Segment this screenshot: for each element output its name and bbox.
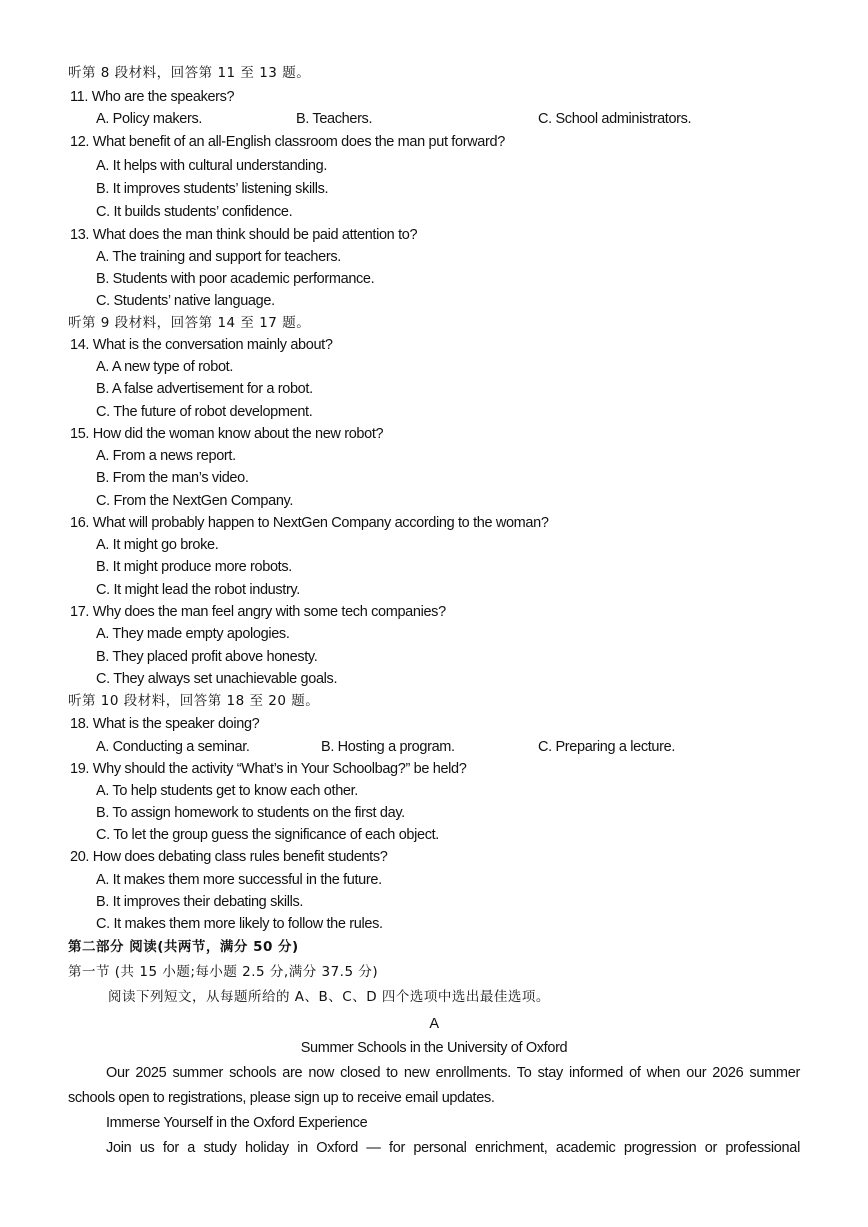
- option-20-c: C. It makes them more likely to follow the rules.: [96, 916, 383, 932]
- option-13-b: B. Students with poor academic performance.: [96, 271, 375, 287]
- question-18: 18. What is the speaker doing?: [70, 716, 260, 732]
- option-13-c: C. Students’ native language.: [96, 293, 275, 309]
- section-10-heading: 听第 10 段材料，回答第 18 至 20 题。: [68, 693, 320, 709]
- option-18-c: C. Preparing a lecture.: [538, 739, 676, 755]
- part2-instruction: 阅读下列短文，从每题所给的 A、B、C、D 四个选项中选出最佳选项。: [108, 989, 550, 1005]
- passage-paragraph-1-line-2: schools open to registrations, please sign up to receive email updates.: [68, 1090, 495, 1106]
- option-11-b: B. Teachers.: [296, 111, 373, 127]
- question-14: 14. What is the conversation mainly about?: [70, 337, 333, 353]
- option-19-a: A. To help students get to know each other.: [96, 783, 358, 799]
- section-9-heading: 听第 9 段材料，回答第 14 至 17 题。: [68, 315, 311, 331]
- option-19-c: C. To let the group guess the significance of each object.: [96, 827, 439, 843]
- option-12-b: B. It improves students’ listening skills.: [96, 181, 329, 197]
- option-20-b: B. It improves their debating skills.: [96, 894, 304, 910]
- question-17: 17. Why does the man feel angry with some tech companies?: [70, 604, 446, 620]
- passage-paragraph-2-line-1: Join us for a study holiday in Oxford — for personal enrichment, academic progression or professional: [106, 1140, 800, 1156]
- passage-paragraph-1-line-1: Our 2025 summer schools are now closed to new enrollments. To stay informed of when our 2026 summer: [106, 1065, 800, 1081]
- section-8-heading: 听第 8 段材料，回答第 11 至 13 题。: [68, 65, 311, 81]
- option-12-c: C. It builds students’ confidence.: [96, 204, 293, 220]
- option-12-a: A. It helps with cultural understanding.: [96, 158, 328, 174]
- option-16-a: A. It might go broke.: [96, 537, 219, 553]
- option-18-a: A. Conducting a seminar.: [96, 739, 250, 755]
- question-11: 11. Who are the speakers?: [70, 89, 235, 105]
- option-14-c: C. The future of robot development.: [96, 404, 313, 420]
- option-19-b: B. To assign homework to students on the first day.: [96, 805, 405, 821]
- option-17-a: A. They made empty apologies.: [96, 626, 290, 642]
- part2-subheading: 第一节 (共 15 小题;每小题 2.5 分,满分 37.5 分): [68, 964, 379, 980]
- option-17-c: C. They always set unachievable goals.: [96, 671, 338, 687]
- option-18-b: B. Hosting a program.: [321, 739, 455, 755]
- option-14-a: A. A new type of robot.: [96, 359, 234, 375]
- passage-subheading: Immerse Yourself in the Oxford Experience: [106, 1115, 368, 1131]
- option-15-b: B. From the man’s video.: [96, 470, 249, 486]
- question-13: 13. What does the man think should be paid attention to?: [70, 227, 418, 243]
- option-16-c: C. It might lead the robot industry.: [96, 582, 300, 598]
- question-15: 15. How did the woman know about the new robot?: [70, 426, 384, 442]
- option-16-b: B. It might produce more robots.: [96, 559, 292, 575]
- option-15-a: A. From a news report.: [96, 448, 236, 464]
- option-13-a: A. The training and support for teachers.: [96, 249, 341, 265]
- option-17-b: B. They placed profit above honesty.: [96, 649, 318, 665]
- question-19: 19. Why should the activity “What’s in Your Schoolbag?” be held?: [70, 761, 467, 777]
- option-11-c: C. School administrators.: [538, 111, 692, 127]
- passage-letter: A: [429, 1016, 439, 1032]
- option-20-a: A. It makes them more successful in the future.: [96, 872, 382, 888]
- question-16: 16. What will probably happen to NextGen Company according to the woman?: [70, 515, 549, 531]
- option-15-c: C. From the NextGen Company.: [96, 493, 294, 509]
- question-12: 12. What benefit of an all-English classroom does the man put forward?: [70, 134, 505, 150]
- option-11-a: A. Policy makers.: [96, 111, 203, 127]
- part2-heading: 第二部分 阅读(共两节，满分 50 分): [68, 939, 299, 955]
- question-20: 20. How does debating class rules benefit students?: [70, 849, 388, 865]
- passage-title: Summer Schools in the University of Oxford: [300, 1040, 568, 1056]
- option-14-b: B. A false advertisement for a robot.: [96, 381, 313, 397]
